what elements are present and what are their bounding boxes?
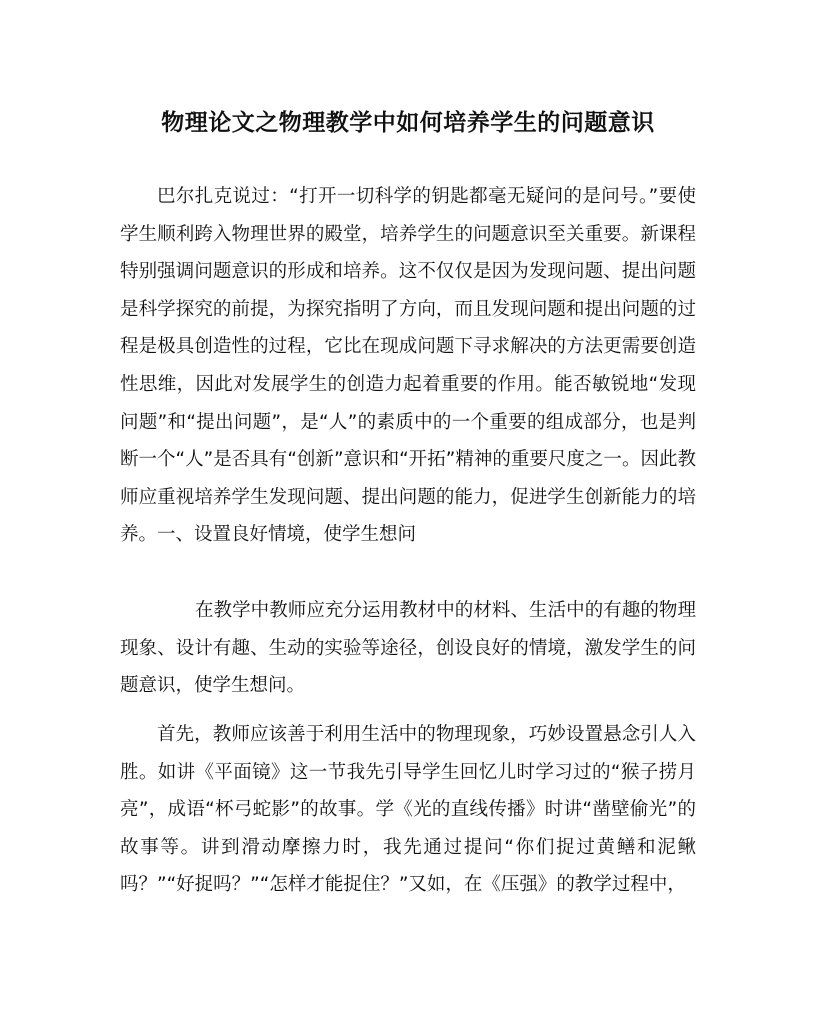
document-title: 物理论文之物理教学中如何培养学生的问题意识 — [161, 109, 655, 136]
paragraph-first-method: 首先，教师应该善于利用生活中的物理现象，巧妙设置悬念引人入胜。如讲《平面镜》这一节我先引导学生回忆儿时学习过的“猴子捞月亮”，成语“杯弓蛇影”的故事。学《光的直线传播》时讲“凿壁偷光”的故事等。讲到滑动摩擦力时，我先通过提问“你们捉过黄鳝和泥鳅吗？”“好捉吗？”“怎样才能捉住？”又如，在《压强》的教学过程中， — [120, 724, 696, 896]
paragraph-situation: 在教学中教师应充分运用教材中的材料、生活中的有趣的物理现象、设计有趣、生动的实验等途径，创设良好的情境，激发学生的问题意识，使学生想问。 — [120, 600, 696, 697]
paragraph-intro: 巴尔扎克说过：“打开一切科学的钥匙都毫无疑问的是问号。”要使学生顺利跨入物理世界的殿堂，培养学生的问题意识至关重要。新课程特别强调问题意识的形成和培养。这不仅仅是因为发现问题、提出问题是科学探究的前提，为探究指明了方向，而且发现问题和提出问题的过程是极具创造性的过程，它比在现成问题下寻求解决的方法更需要创造性思维，因此对发展学生的创造力起着重要的作用。能否敏锐地“发现问题”和“提出问题”，是“人”的素质中的一个重要的组成部分，也是判断一个“人”是否具有“创新”意识和“开拓”精神的重要尺度之一。因此教师应重视培养学生发现问题、提出问题的能力，促进学生创新能力的培养。一、设置良好情境，使学生想问 — [120, 186, 696, 546]
